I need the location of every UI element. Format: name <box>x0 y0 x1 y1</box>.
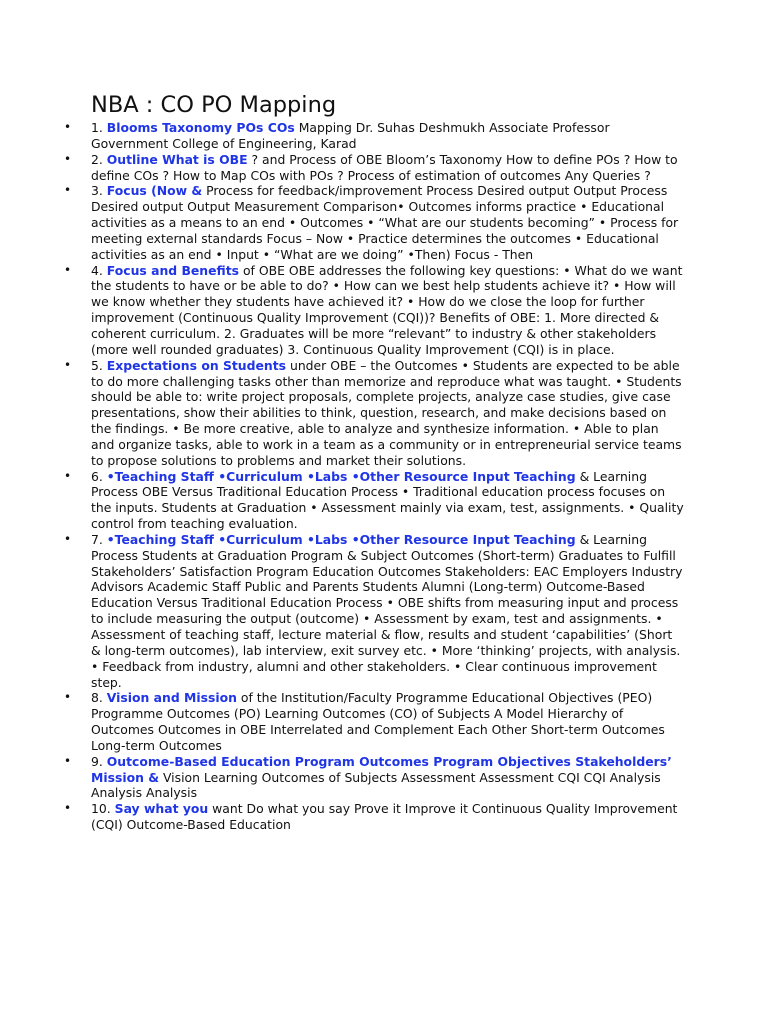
item-number: 10. <box>91 801 115 817</box>
item-text: of OBE OBE addresses the following key questions: • What do we want the students to have or be able to do? • How can we best help students achieve it? • How will we know whether they students have achieved it? • How do we close the loop for further improvement (Continuous Quality Improvement (CQI))? Benefits of OBE: 1. More directed & coherent curriculum. 2. Graduates will be more “relevant” to industry & other stakeholders (more well rounded graduates) 3. Continuous Quality Improvement (CQI) is in place. <box>91 262 683 357</box>
item-link[interactable]: Focus and Benefits <box>106 262 240 278</box>
slide-list <box>0 120 768 833</box>
bullet-icon: • <box>64 690 72 705</box>
item-number: 6. <box>91 468 107 484</box>
list-item <box>0 152 768 184</box>
bullet-icon: • <box>64 468 72 483</box>
item-text: of the Institution/Faculty Programme Educational Objectives (PEO) Programme Outcomes (PO) Learning Outcomes (CO) of Subjects A Model Hierarchy of Outcomes Outcomes in OBE Interrelated and Complement Each Other Short-term Outcomes Long-term Outcomes <box>91 690 665 753</box>
list-item <box>0 690 768 753</box>
item-number: 4. <box>91 262 107 278</box>
list-item <box>0 358 768 469</box>
item-link[interactable]: Outline What is OBE <box>106 151 248 167</box>
item-text: Mapping Dr. Suhas Deshmukh Associate Professor Government College of Engineering, Karad <box>91 120 610 151</box>
item-text: ? and Process of OBE Bloom’s Taxonomy How to define POs ? How to define COs ? How to Map COs with POs ? Process of estimation of outcomes Any Queries ? <box>91 151 678 183</box>
item-number: 7. <box>91 531 107 547</box>
item-text: Process for feedback/improvement Process Desired output Output Process Desired output Output Measurement Comparison• Outcomes informs practice • Educational activities as a means to an end • Outcomes • “What are our students becoming” • Process for meeting external standards Focus – Now • Practice determines the outcomes • Educational activities as an end • Input • “What are we doing” •Then) Focus - Then <box>91 183 679 262</box>
list-item <box>0 801 768 833</box>
list-item <box>0 183 768 262</box>
list-item <box>0 469 768 532</box>
bullet-icon: • <box>64 531 72 546</box>
bullet-icon: • <box>64 151 72 166</box>
list-item <box>0 263 768 358</box>
item-number: 1. <box>91 120 107 135</box>
item-text: & Learning Process OBE Versus Traditional Education Process • Traditional education process focuses on the inputs. Students at Graduation • Assessment mainly via exam, test, assignments. • Quality control from teaching evaluation. <box>91 468 684 532</box>
list-item <box>0 120 768 152</box>
bullet-icon: • <box>64 120 72 134</box>
item-number: 2. <box>91 151 107 167</box>
list-item <box>0 754 768 802</box>
item-number: 5. <box>91 357 107 373</box>
item-link[interactable]: Say what you <box>114 801 209 817</box>
item-number: 8. <box>91 690 107 706</box>
item-text: & Learning Process Students at Graduation Program & Subject Outcomes (Short-term) Graduates to Fulfill Stakeholders’ Satisfaction Program Education Outcomes Stakeholders: EAC Employers Industry Advisors Academic Staff Public and Parents Students Alumni (Long-term) Outcome-Based Education Versus Traditional Education Process • OBE shifts from measuring input and process to include measuring the output (outcome) • Assessment by exam, test and assignments. • Assessment of teaching staff, lecture material & flow, results and student ‘capabilities’ (Short & long-term outcomes), lab interview, exit survey etc. • More ‘thinking’ projects, with analysis. • Feedback from industry, alumni and other stakeholders. • Clear continuous improvement step. <box>91 531 683 690</box>
list-item <box>0 532 768 690</box>
item-link[interactable]: •Teaching Staff •Curriculum •Labs •Other Resource Input Teaching <box>106 468 576 484</box>
bullet-icon: • <box>64 801 72 816</box>
item-link[interactable]: Outcome-Based Education Program Outcomes Program Objectives Stakeholders’ Mission & <box>91 753 672 785</box>
item-text: under OBE – the Outcomes • Students are expected to be able to do more challenging tasks other than memorize and reproduce what was taught. • Students should be able to: write project proposals, complete projects, analyze case studies, give case presentations, show their abilities to think, question, research, and make decisions based on the findings. • Be more creative, able to analyze and synthesize information. • Able to plan and organize tasks, able to work in a team as a community or in entrepreneurial service teams to propose solutions to problems and market their solutions. <box>91 357 682 468</box>
item-link[interactable]: •Teaching Staff •Curriculum •Labs •Other Resource Input Teaching <box>106 531 576 547</box>
item-number: 9. <box>91 753 107 769</box>
item-link[interactable]: Vision and Mission <box>106 690 237 706</box>
item-link[interactable]: Focus (Now & <box>106 183 203 199</box>
item-number: 3. <box>91 183 107 199</box>
item-link[interactable]: Blooms Taxonomy POs COs <box>106 120 295 135</box>
page-title: NBA : CO PO Mapping <box>91 92 337 118</box>
bullet-icon: • <box>64 262 72 277</box>
item-text: want Do what you say Prove it Improve it Continuous Quality Improvement (CQI) Outcome-Based Education <box>91 801 678 833</box>
item-link[interactable]: Expectations on Students <box>106 357 287 373</box>
item-text: Vision Learning Outcomes of Subjects Assessment Assessment CQI CQI Analysis Analysis Analysis <box>91 769 661 801</box>
bullet-icon: • <box>64 357 72 372</box>
bullet-icon: • <box>64 183 72 198</box>
bullet-icon: • <box>64 753 72 768</box>
